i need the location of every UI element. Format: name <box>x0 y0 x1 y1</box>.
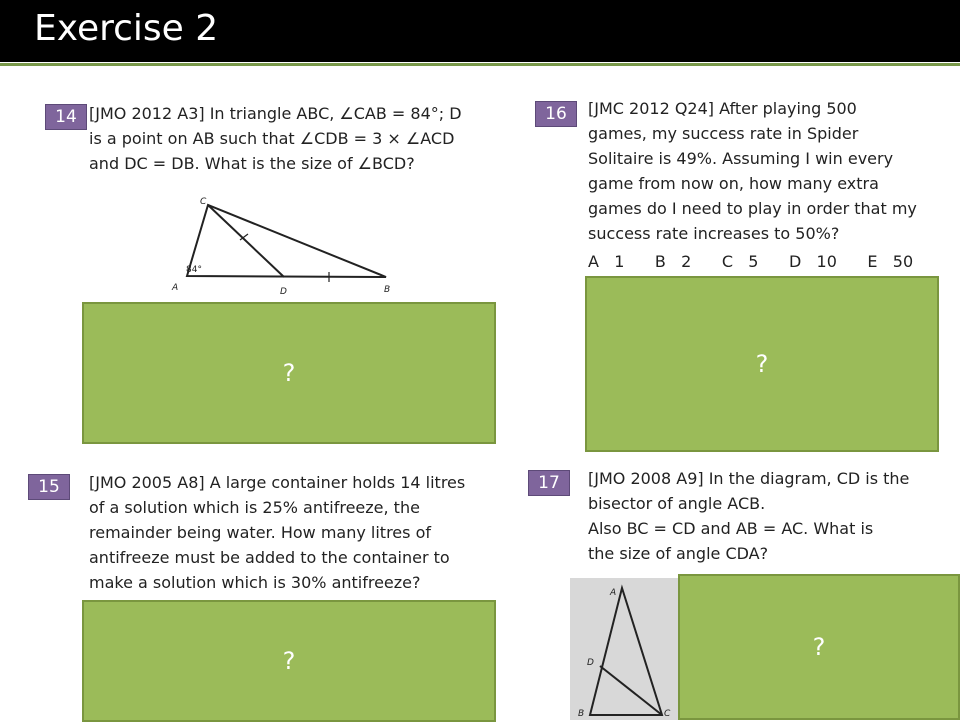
answer-box-14[interactable] <box>82 302 496 444</box>
question-17-text <box>588 466 958 566</box>
question-14-text <box>89 101 509 176</box>
answer-placeholder: ? <box>755 350 769 378</box>
answer-placeholder: ? <box>282 359 296 387</box>
question-badge-16: 16 <box>535 101 577 127</box>
title-divider <box>0 63 960 66</box>
answer-box-16[interactable] <box>585 276 939 452</box>
page-title: Exercise 2 <box>34 8 219 49</box>
label-c: C <box>664 709 671 719</box>
question-14-line-1: [JMO 2012 A3] In triangle ABC, ∠CAB = 84°; D <box>89 104 462 123</box>
triangle-diagram-17 <box>570 578 680 720</box>
answer-placeholder: ? <box>812 633 826 661</box>
answer-box-15[interactable] <box>82 600 496 722</box>
question-16-line-3: Solitaire is 49%. Assuming I win every <box>588 149 894 168</box>
question-17-line-3: Also BC = CD and AB = AC. What is <box>588 519 874 538</box>
question-17-line-2: bisector of angle ACB. <box>588 494 766 513</box>
question-16-line-4: game from now on, how many extra <box>588 174 879 193</box>
answer-box-17[interactable] <box>678 574 960 720</box>
question-16-line-6: success rate increases to 50%? <box>588 224 840 243</box>
question-16-text <box>588 96 958 246</box>
triangle-diagram-14 <box>166 190 396 300</box>
answer-options-16: A 1 B 2 C 5 D 10 E 50 <box>588 252 914 271</box>
answer-placeholder: ? <box>282 647 296 675</box>
question-16-line-1: [JMC 2012 Q24] After playing 500 <box>588 99 857 118</box>
question-badge-15: 15 <box>28 474 70 500</box>
question-14-line-3: and DC = DB. What is the size of ∠BCD? <box>89 154 415 173</box>
question-15-line-4: antifreeze must be added to the container to <box>89 548 450 567</box>
question-16-line-5: games do I need to play in order that my <box>588 199 917 218</box>
question-15-line-1: [JMO 2005 A8] A large container holds 14 litres <box>89 473 466 492</box>
question-15-line-5: make a solution which is 30% antifreeze? <box>89 573 421 592</box>
question-14-line-2: is a point on AB such that ∠CDB = 3 × ∠ACD <box>89 129 455 148</box>
label-b: B <box>384 285 391 295</box>
question-15-text <box>89 470 509 595</box>
label-c: C <box>200 197 207 207</box>
label-d: D <box>280 287 287 297</box>
label-b: B <box>578 709 585 719</box>
question-15-line-2: of a solution which is 25% antifreeze, the <box>89 498 420 517</box>
question-17-line-4: the size of angle CDA? <box>588 544 769 563</box>
question-15-line-3: remainder being water. How many litres of <box>89 523 431 542</box>
question-badge-17: 17 <box>528 470 570 496</box>
question-badge-14: 14 <box>45 104 87 130</box>
title-bar <box>0 0 960 62</box>
question-17-line-1: [JMO 2008 A9] In the diagram, CD is the <box>588 469 910 488</box>
label-a: A <box>172 283 179 293</box>
label-a: A <box>610 588 617 598</box>
question-16-line-2: games, my success rate in Spider <box>588 124 859 143</box>
label-d: D <box>587 658 594 668</box>
angle-label: 84° <box>186 265 202 275</box>
